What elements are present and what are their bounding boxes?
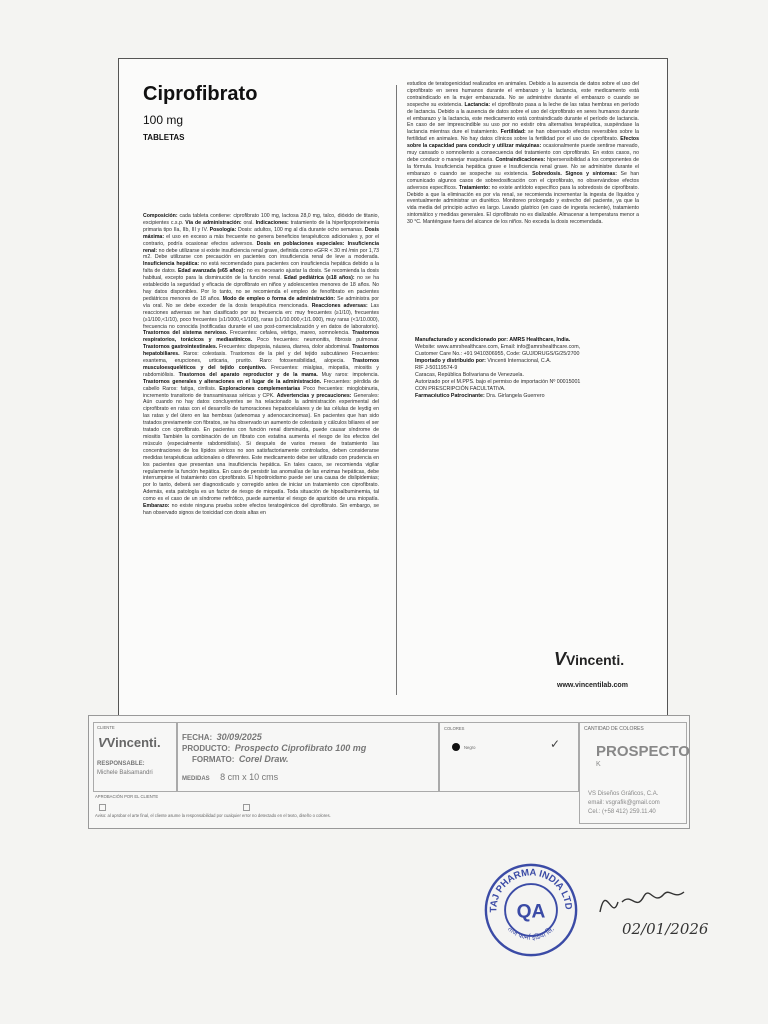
bold-heading: Indicaciones: [255, 219, 289, 226]
body-text: hipersensibilidad a los componentes de la fórmula. Insuficiencia hepática grave e Insuficiencia renal grave. No se administre durante el embarazo o cuando se sospeche su existencia. [407, 156, 639, 177]
bold-heading: Posología: [209, 226, 237, 233]
manufacturer-line [415, 372, 643, 379]
client-label: CLIENTE [97, 725, 115, 730]
medidas-label: MEDIDAS [182, 776, 210, 782]
manufacturer-line [415, 386, 643, 393]
approval-box [88, 715, 690, 829]
bold-heading: Exploraciones complementarias [219, 385, 301, 392]
website-link: www.vincentilab.com [557, 682, 628, 689]
bold-heading: Efectos sobre la capacidad para conducir y utilizar máquinas: [407, 136, 639, 150]
bold-heading: Manufacturado y acondicionado por: AMRS Healthcare, India. [415, 337, 571, 343]
manufacturer-block [415, 337, 643, 400]
left-column-text [143, 213, 379, 517]
bold-heading: Trastornos hepatobiliares. [143, 344, 379, 358]
bold-heading: Modo de empleo o forma de administración: [222, 295, 336, 302]
product-dose: 100 mg [143, 113, 184, 127]
cantidad-label: CANTIDAD DE COLORES [584, 726, 644, 732]
manufacturer-line [415, 379, 643, 386]
bold-heading: Edad pediátrica (≤18 años): [284, 275, 355, 282]
empresa-email: email: vsgrafik@gmail.com [588, 800, 660, 806]
bold-heading: Trastornos respiratorios, torácicos y mediastínicos. [143, 330, 380, 344]
color-name: Negro [464, 745, 476, 750]
fold-divider [396, 85, 397, 695]
client-logo [98, 735, 161, 750]
body-text: no debe utilizarse si existe insuficiencia renal grave, definida como eGFR < 30 ml /min por 1,73 m2. Debe utilizarse con precaución en pacientes con insuficiencia renal de leve a moderada. [143, 247, 379, 261]
body-text: no es necesario ajustar la dosis. Se recomienda la dosis habitual, excepto para la disminución de la función renal. [143, 268, 379, 282]
approval-checkbox-2[interactable] [243, 804, 250, 811]
body-text: Autorizado por el M.PPS. bajo el permiso de importación Nº 00015001 [415, 379, 581, 385]
product-title: Ciprofibrato [143, 83, 258, 105]
body-text: Vincenti Internacional, C.A. [485, 358, 552, 364]
bold-heading: Lactancia: [464, 101, 491, 108]
body-text: cada tableta contiene: ciprofibrato 100 mg, lactosa 28,0 mg, talco, dióxido de titanio, excipientes c.s.p. [143, 213, 379, 226]
bold-heading: Sobredosis. Signos y síntomas: [532, 170, 618, 177]
bold-heading: Trastornos gastrointestinales. [143, 344, 218, 351]
qa-stamp [483, 862, 579, 958]
medidas-value: 8 cm x 10 cms [220, 772, 279, 782]
manufacturer-line [415, 393, 643, 400]
body-text: ocasionalmente puede sentirse mareado, muy cansado o somnoliento a consecuencia del tratamiento con ciprofibrato. En estos casos, no debe conducir o manejar maquinaria. [407, 143, 639, 163]
bold-heading: Dosis máxima: [143, 226, 380, 240]
fecha-value: 30/09/2025 [216, 732, 262, 742]
check-icon: ✓ [550, 737, 561, 751]
vincenti-v-icon: V [98, 735, 107, 750]
bold-heading: Tratamiento: [458, 184, 490, 191]
stamp-bottom-text: ताज फार्मा इंडिया लि. [506, 925, 556, 942]
vincenti-logo [554, 649, 624, 670]
body-text: Dosis: adultos, 100 mg al día durante ocho semanas. [236, 226, 365, 233]
bold-heading: Importado y distribuido por: [415, 358, 486, 364]
signature [592, 872, 732, 942]
body-text: Frecuentes: dispepsia, náusea, diarrea, dolor abdominal. [217, 344, 353, 351]
body-text: se han observado efectos reversibles sobre la fertilidad en animales. No hay datos clínicos sobre la fertilidad por el uso de ciprofibrato. [407, 129, 639, 143]
color-swatch [452, 743, 460, 751]
bold-heading: Trastornos del sistema nervioso. [143, 330, 228, 337]
body-text: Generales: Aún cuando no hay datos concluyentes se ha relacionado la administración experimental del ciprofibrato en ratas con el desarrollo de tumoraciones hepatocelulares y de las células de leydig en las ratas y del útero en las hembras (adenomas y adenocarcinomas). En pacientes que han sido tratados previamente con fibratos, se ha observado un aumento de colestasis y cálculos biliares el ser tratado con ciprofibrato. En pacientes con función renal disminuida, puede causar síndrome de miositis También la combinación de un fibrato con estatina aumenta el riesgo de los efectos del músculo (especialmente rabdomiólisis). Si después de varios meses de tratamiento las concentraciones de los lípidos séricos no son satisfactoriamente controlados, deben considerarse medidas terapéuticas adicionales o diferentes. Este medicamento debe ser utilizado con prudencia en los pacientes que presentan una insuficiencia hepática. En tales casos, se recomienda vigilar regularmente la función hepática. En caso de persistir las anomalías de las enzimas hepáticas, debe interrumpirse el tratamiento con ciprofibrato. El hipotiroidismo puede ser una causa de dislipidemias; por lo tanto, deberá ser diagnosticado y corregido antes de iniciar un tratamiento con ciprofibrato. Además, esta patología es un factor de riesgo de miopatía. Toda situación de hipoalbuminemia, tal como es el caso de un síndrome nefrótico, puede aumentar el riesgo de aparición de una miopatía. [143, 392, 379, 503]
responsable-value: Michele Balsamandri [97, 770, 153, 776]
body-text: no existe antídoto específico para la sobredosis de ciprofibrato. Debido a que la eliminación es por vía renal, se recomienda incrementar la ingesta de líquidos y eventualmente administrar un diurético. Monitoreo prolongado y estrecho del paciente, ya que la vida media del principio activo es largo. Lavado gástrico (en caso de ingesta reciente), tratamiento sintomático y medidas generales. El ciprofibrato no es dializable. Almacenar a temperatura menor a 30 °C. Manténgase fuera del alcance de los niños. No exceda la dosis recomendada. [407, 184, 639, 226]
body-text: tratamiento de la hiperlipoproteinemia primaria tipo IIa, IIb, III y IV. [143, 219, 379, 233]
body-text: Poco frecuentes: mioglobinuria, incremento transitorio de transaminasas séricas y CPK. [143, 385, 379, 399]
bold-heading: Embarazo: [143, 503, 170, 510]
body-text: no está recomendado para pacientes con insuficiencia hepática debido a la falta de datos. [143, 261, 380, 275]
bold-heading: Trastornos del aparato reproductor y de la mama. [178, 371, 318, 378]
producto-label: PRODUCTO: [182, 744, 231, 753]
formato-value: Corel Draw. [238, 754, 289, 764]
bold-heading: Insuficiencia hepática: [143, 261, 200, 268]
product-form: TABLETAS [143, 133, 185, 142]
fecha-label: FECHA: [182, 733, 213, 742]
bold-heading: Edad avanzada (≥65 años): [177, 268, 246, 275]
body-text: Raros: colestasis. Trastornos de la piel y del tejido subcutáneo Frecuentes: exantema, erupciones, urticaria, prurito. Raro: fotosensibilidad, alopecia. [143, 351, 379, 365]
bold-heading: Farmacéutico Patrocinante: [415, 393, 485, 399]
body-text: Caracas, República Bolivariana de Venezuela. [415, 372, 524, 378]
bold-heading: Vía de administración: [185, 219, 242, 226]
client-cell [93, 722, 177, 792]
approval-note: Aviso: al aprobar el arte final, el cliente asume la responsabilidad por cualquier error no detectado en el texto, diseño o colores. [95, 813, 331, 818]
bold-heading: Trastornos generales y alteraciones en el lugar de la administración. [143, 378, 322, 385]
approval-checkbox[interactable] [99, 804, 106, 811]
bold-heading: Advertencias y precauciones: [276, 392, 352, 399]
logo-text: Vincenti. [566, 652, 625, 668]
body-text: Customer Care No.: +91 9410306955, Code: GUJ/DRUGS/G/25/2700 [415, 351, 580, 357]
bold-heading: Composición: [143, 213, 178, 219]
colors-cell [439, 722, 579, 792]
responsable-label: RESPONSABLE: [97, 761, 145, 767]
empresa-name: VS Diseños Gráficos, C.A. [588, 791, 659, 797]
body-text: el ciprofibrato pasa a la leche de las ratas hembras en período de lactancia. Debido a la ausencia de datos sobre el uso del ciprofibrato en seres humanos durante el embarazo y la lactancia, este medicamento está contraindicado durante el período de lactancia. En caso de ser imprescindible su uso por no existir otra alternativa terapéutica, suspéndase la lactancia mientras dure el tratamiento. [407, 101, 639, 136]
stamp-top-text: TAJ PHARMA INDIA LTD [488, 867, 574, 913]
colors-label: COLORES [444, 726, 465, 731]
body-text: Muy raros: impotencia. [317, 371, 380, 378]
manufacturer-line [415, 365, 643, 372]
manufacturer-line [415, 351, 643, 358]
body-text: no se ha establecido la seguridad y eficacia de ciprofibrato en niños y adolescentes menores de 18 años. No hay datos disponibles. Por lo tanto, no se recomienda el empleo de fenofibrato en pacientes pediátricos menores de 18 años. [143, 275, 379, 302]
body-text: Se han comunicado algunos casos de sobredosificación con el ciprofibrato, no observándose efectos adversos específicos. [407, 170, 640, 191]
bold-heading: Reacciones adversas: [311, 302, 368, 309]
signature-stroke [600, 892, 684, 912]
manufacturer-line [415, 337, 643, 344]
bold-heading: Contraindicaciones: [495, 156, 546, 163]
aprobacion-label: APROBACIÓN POR EL CLIENTE [95, 794, 159, 799]
body-text: Frecuentes: pérdida de cabello Raros: fatiga, cirrilisis. [143, 378, 379, 392]
producto-value: Prospecto Ciprofibrato 100 mg [234, 743, 367, 753]
bold-heading: Fertilidad: [500, 129, 526, 136]
body-text: estudios de teratogenicidad realizados en animales. Debido a la ausencia de datos sobre el uso del ciprofibrato en seres humanos durante el embarazo y la lactancia, este medicamento está contraindicado en la mujer embarazada. No se administre durante el embarazo o cuando se sospeche su existencia. [407, 81, 639, 108]
manufacturer-line [415, 358, 643, 365]
body-text: Dra. Girlangela Guerrero [484, 393, 545, 399]
body-text: no existe ninguna prueba sobre efectos teratogénicos del ciprofibrato. Sin embargo, se han observado signos de toxicidad con dosis altas en [143, 503, 379, 516]
product-info-cell [177, 722, 439, 792]
leaflet-artwork [118, 58, 668, 716]
body-text: CON PRESCRIPCIÓN FACULTATIVA. [415, 386, 506, 392]
body-text: Las reacciones adversas se han clasificado por su frecuencia en: muy frecuentes (≥1/10), frecuentes (≥1/100,<1/10), poco frecuentes (≥1/1000,<1/100), raras (≥1/10.000,<1/1.000), muy raras (<1/10.000), frecuencia no conocida (notificadas durante el uso post-comercialización y en datos de laboratorio). [143, 302, 379, 330]
body-text: oral. [241, 219, 256, 226]
stamp-center-text: QA [516, 901, 546, 923]
formato-label: FORMATO: [192, 755, 235, 764]
body-text: el uso en exceso a más frecuente no genera beneficios terapéuticos adicionales y, por el contrario, podría ocasionar efectos adversos. [143, 233, 379, 247]
vincenti-v-icon: V [554, 649, 567, 669]
bold-heading: Trastornos musculoesqueléticos y del tejido conjuntivo. [143, 358, 379, 371]
cantidad-value: K [596, 761, 601, 768]
right-column-text [407, 81, 639, 226]
client-logo-text: Vincenti. [106, 735, 161, 750]
approval-row [93, 792, 577, 822]
body-text: Se administra por vía oral. No se debe exceder de la dosis terapéutica mencionada. [143, 295, 379, 309]
tipo-value: PROSPECTO [596, 743, 690, 760]
body-text: Frecuentes: mialgias, miopatía, miositis y rabdomiólisis. [143, 364, 379, 378]
body-text: Poco frecuentes: neumonitis, fibrosis pulmonar. [252, 337, 379, 344]
empresa-phone: Cel.: (+58 412) 259.11.40 [588, 809, 656, 815]
quantity-cell [579, 722, 690, 824]
body-text: Frecuentes: cefalea, vértigo, mareo, somnolencia. [227, 330, 353, 337]
body-text: RIF J-50119574-9 [415, 365, 458, 371]
bold-heading: Dosis en poblaciones especiales: Insuficiencia renal: [143, 240, 380, 254]
manufacturer-line [415, 344, 643, 351]
body-text: Website: www.amrshealthcare.com, Email: info@amrshealthcare.com, [415, 344, 581, 350]
signature-date: 02/01/2026 [622, 920, 709, 938]
